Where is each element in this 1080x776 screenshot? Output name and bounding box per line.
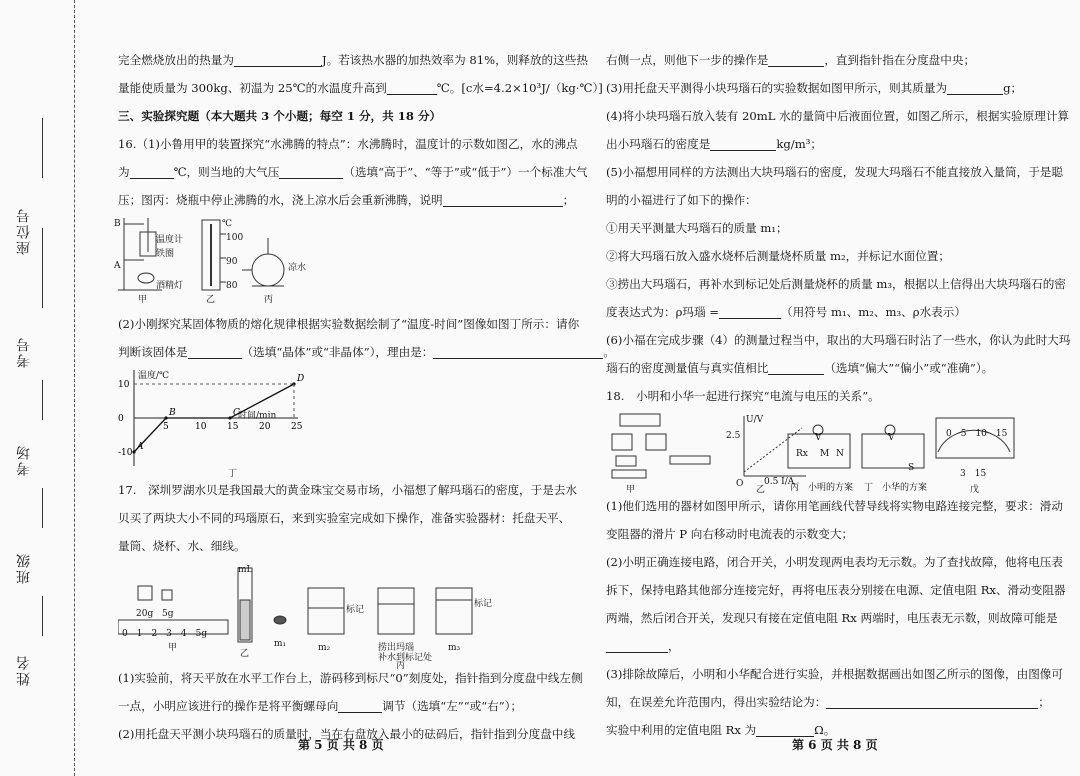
x-tick-label: 10 xyxy=(195,422,207,432)
y-tick-label: -10 xyxy=(118,448,133,458)
fig-bing: 丙 小明的方案 xyxy=(790,483,854,493)
text-line: (5)小福想用同样的方法测出大块玛瑙石的密度，发现大玛瑙石不能直接放入量筒，于是聪 xyxy=(606,165,1063,179)
tick-label: 100 xyxy=(226,233,244,243)
text-line: (3)用托盘天平测得小块玛瑙石的实验数据如图甲所示，则其质量为 g； xyxy=(606,81,1023,95)
fig-jia: 甲 xyxy=(626,485,636,495)
label-b: B xyxy=(114,219,121,229)
stand-label: 铁圈 xyxy=(156,249,175,259)
point-label: B xyxy=(169,408,176,418)
chart-title: 丁 xyxy=(228,469,238,479)
fig-jia: 甲 xyxy=(138,295,148,305)
page-footer-6: 第 6 页 共 8 页 xyxy=(792,738,878,752)
n-label: N xyxy=(836,449,844,459)
class-label: 班级 xyxy=(16,552,32,584)
answer-blank[interactable] xyxy=(387,80,437,95)
text-line: 完全燃烧放出的热量为 J。若该热水器的加热效率为 81%，则释放的这些热 xyxy=(118,53,588,67)
fig-wu: 戊 xyxy=(970,485,980,495)
fig-bing: 丙 xyxy=(264,295,274,305)
text-line: (4)将小块玛瑙石放入装有 20mL 水的量筒中后液面位置，如图乙所示，根据实验原理计算 xyxy=(606,109,1070,123)
tick-label: 80 xyxy=(226,281,238,291)
rx-label: Rx xyxy=(796,449,808,459)
lamp-label: 酒精灯 xyxy=(156,281,184,291)
data-point xyxy=(132,450,135,453)
text-line: 出小玛瑙石的密度是 kg/m³； xyxy=(606,137,822,151)
text-line: 一点，小明应该进行的操作是将平衡螺母向 调节（选填“左”“或“右”）； xyxy=(118,699,523,713)
ruler-scale: 0 1 2 3 4 5g xyxy=(122,629,208,639)
m1-label: m₁ xyxy=(274,639,287,649)
data-point xyxy=(164,416,167,419)
label-a: A xyxy=(114,261,121,271)
exam-no-label: 考号 xyxy=(16,336,32,368)
question-18-2: (2)小明正确连接电路，闭合开关，小明发现两电表均无示数。为了查找故障，他将电压表 xyxy=(606,555,1063,569)
text-line: (6)小福在完成步骤（4）的测量过程当中，取出的大玛瑙石时沾了一些水，你认为此时大玛 xyxy=(606,333,1071,347)
question-17: 17. 深圳罗湖水贝是我国最大的黄金珠宝交易市场，小福想了解玛瑙石的密度，于是去水 xyxy=(118,483,578,497)
answer-blank[interactable] xyxy=(443,192,563,207)
page-footer-5: 第 5 页 共 8 页 xyxy=(298,738,384,752)
text-line: 变阻器的滑片 P 向右移动时电流表的示数变大； xyxy=(606,527,854,541)
answer-blank[interactable] xyxy=(756,722,814,737)
text-line: 瑙石的密度测量值与真实值相比 （选填“偏大”“偏小”或“准确”）。 xyxy=(606,361,994,375)
m3-label: m₃ xyxy=(448,643,461,653)
answer-blank[interactable] xyxy=(826,694,1038,709)
refill-label: 补水到标记处 xyxy=(378,653,433,663)
exam-no-line xyxy=(42,228,43,308)
x-tick-label: 5 xyxy=(163,422,169,432)
answer-blank[interactable] xyxy=(338,698,382,713)
u-tick-label: 2.5 xyxy=(726,431,741,441)
room-label: 考场 xyxy=(16,444,32,476)
fig-yi: 乙 xyxy=(206,295,216,305)
y-tick-label: 0 xyxy=(118,414,124,424)
text-line: 判断该固体是 （选填“晶体”或“非晶体”），理由是： 。 xyxy=(118,345,616,359)
text-line: 明的小福进行了如下的操作： xyxy=(606,193,757,207)
question-16-2: (2)小刚探究某固体物质的熔化规律根据实验数据绘制了“温度-时间”图像如图丁所示：请你 xyxy=(118,317,580,331)
answer-blank[interactable] xyxy=(768,360,824,375)
class-line xyxy=(42,488,43,528)
ml-label: mL xyxy=(238,565,253,575)
text-line: 度表达式为：ρ玛瑙 = （用符号 m₁、m₂、m₃、ρ水表示） xyxy=(606,305,966,319)
question-18-3: (3)排除故障后，小明和小华配合进行实验，并根据数据画出如图乙所示的图像，由图像可 xyxy=(606,667,1063,681)
tick-label: 90 xyxy=(226,257,238,267)
figure-16-boiling xyxy=(114,214,570,310)
point-label: C xyxy=(233,408,240,418)
m2-label: m₂ xyxy=(318,643,331,653)
y-axis-label: 温度/℃ xyxy=(138,371,170,381)
question-18-1: (1)他们选用的器材如图甲所示，请你用笔画线代替导线将实物电路连接完整，要求：滑动 xyxy=(606,499,1063,513)
i-axis-label: 0.5 I/A xyxy=(764,477,795,487)
cut-line xyxy=(74,0,75,776)
m-label: M xyxy=(820,449,830,459)
name-label: 姓名 xyxy=(16,654,32,686)
answer-blank[interactable] xyxy=(279,164,343,179)
section-heading: 三、实验探究题（本大题共 3 个小题；每空 1 分，共 18 分） xyxy=(118,109,442,123)
weight-20g: 20g xyxy=(136,609,154,619)
answer-blank[interactable] xyxy=(719,304,781,319)
text-line: 量能使质量为 300kg、初温为 25℃的水温度升高到 ℃。[c水=4.2×10³J/（kg·℃）] xyxy=(118,81,603,95)
fig-ding: 丁 小华的方案 xyxy=(864,483,928,493)
x-axis-label: 时间/min xyxy=(238,411,277,421)
step-3: ③捞出大玛瑙石，再补水到标记处后测量烧杯的质量 m₃，根据以上信得出大块玛瑙石的密 xyxy=(606,277,1066,291)
seat-line xyxy=(42,118,43,178)
fig-yi: 乙 xyxy=(240,649,250,659)
x-tick-label: 25 xyxy=(291,422,303,432)
text-line: ， xyxy=(606,632,1054,660)
voltmeter-label: V xyxy=(888,433,895,443)
answer-blank[interactable] xyxy=(433,344,603,359)
y-tick-label: 10 xyxy=(118,380,130,390)
room-line xyxy=(42,380,43,420)
question-16: 16.（1)小鲁用甲的装置探究“水沸腾的特点”：水沸腾时，温度计的示数如图乙，水的沸点 xyxy=(118,137,578,151)
meter-terminals: 3 15 xyxy=(960,469,987,479)
answer-blank[interactable] xyxy=(234,52,322,67)
page-5-column xyxy=(114,46,616,748)
text-line: 知，在误差允许范围内，得出实验结论为： ； xyxy=(606,695,1050,709)
cold-water-label: 凉水 xyxy=(288,263,307,273)
text-line: 为 ℃，则当地的大气压 （选填“高于”、“等于”或“低于”）一个标准大气 xyxy=(118,165,588,179)
answer-blank[interactable] xyxy=(606,638,668,653)
weight-5g: 5g xyxy=(162,609,174,619)
name-line xyxy=(42,596,43,636)
answer-blank[interactable] xyxy=(768,52,824,67)
text-line: 右侧一点，则他下一步的操作是 ，直到指针指在分度盘中央； xyxy=(606,53,976,67)
mark-label: 标记 xyxy=(474,599,493,609)
point-label: D xyxy=(297,374,305,384)
text-line: 拆下，保持电路其他部分连接完好，再将电压表分别接在电源、定值电阻 Rx、滑动变阻器 xyxy=(606,583,1066,597)
melting-chart xyxy=(118,366,570,479)
voltmeter-label: V xyxy=(815,433,822,443)
answer-blank[interactable] xyxy=(947,80,1003,95)
text-line: 两端，然后闭合开关，发现只有接在定值电阻 Rx 两端时，电压表无示数，则故障可能是 xyxy=(606,611,1058,625)
page-6-column xyxy=(606,46,1071,744)
take-label: 捞出玛瑙 xyxy=(378,643,415,653)
text-line: 压；图丙：烧瓶中停止沸腾的水，浇上凉水后会重新沸腾，说明 ； xyxy=(118,193,575,207)
text-line: 贝买了两块大小不同的玛瑙原石，来到实验室完成如下操作，准备实验器材：托盘天平、 xyxy=(118,511,571,525)
figure-18-circuits xyxy=(606,410,1054,495)
unit-label: ℃ xyxy=(222,219,233,229)
step-2: ②将大玛瑙石放入盛水烧杯后测量烧杯质量 m₂，并标记水面位置； xyxy=(606,249,950,263)
figure-17-density xyxy=(118,560,570,671)
fig-yi: 乙 xyxy=(756,485,766,495)
x-tick-label: 20 xyxy=(259,422,271,432)
text-line: 实验中利用的定值电阻 Rx 为 Ω。 xyxy=(606,723,836,737)
thermometer-label: 温度计 xyxy=(156,235,184,245)
text-line: 量筒、烧杯、水、细线。 xyxy=(118,539,246,553)
data-point xyxy=(228,416,231,419)
mark-label: 标记 xyxy=(346,605,365,615)
switch-label: S xyxy=(908,463,915,473)
origin-label: O xyxy=(736,479,744,489)
question-18: 18. 小明和小华一起进行探究“电流与电压的关系”。 xyxy=(606,389,880,403)
step-1: ①用天平测量大玛瑙石的质量 m₁； xyxy=(606,221,788,235)
answer-blank[interactable] xyxy=(710,136,776,151)
fig-bing: 丙 xyxy=(396,661,406,671)
answer-blank[interactable] xyxy=(188,344,242,359)
question-17-1: (1)实验前，将天平放在水平工作台上，游码移到标尺“0”刻度处，指针指到分度盘中线左侧 xyxy=(118,671,583,685)
seat-label: 座位号 xyxy=(16,207,32,255)
binding-margin xyxy=(0,0,80,776)
fig-jia: 甲 xyxy=(168,643,178,653)
answer-blank[interactable] xyxy=(130,164,174,179)
u-axis-label: U/V xyxy=(746,415,764,425)
meter-scale: 0 5 10 15 xyxy=(946,429,1008,439)
point-label: A xyxy=(137,442,144,452)
question-17-2: (2)用托盘天平测小块玛瑙石的质量时，当在右盘放入最小的砝码后，指针指到分度盘中线 xyxy=(118,727,575,741)
x-tick-label: 15 xyxy=(227,422,239,432)
